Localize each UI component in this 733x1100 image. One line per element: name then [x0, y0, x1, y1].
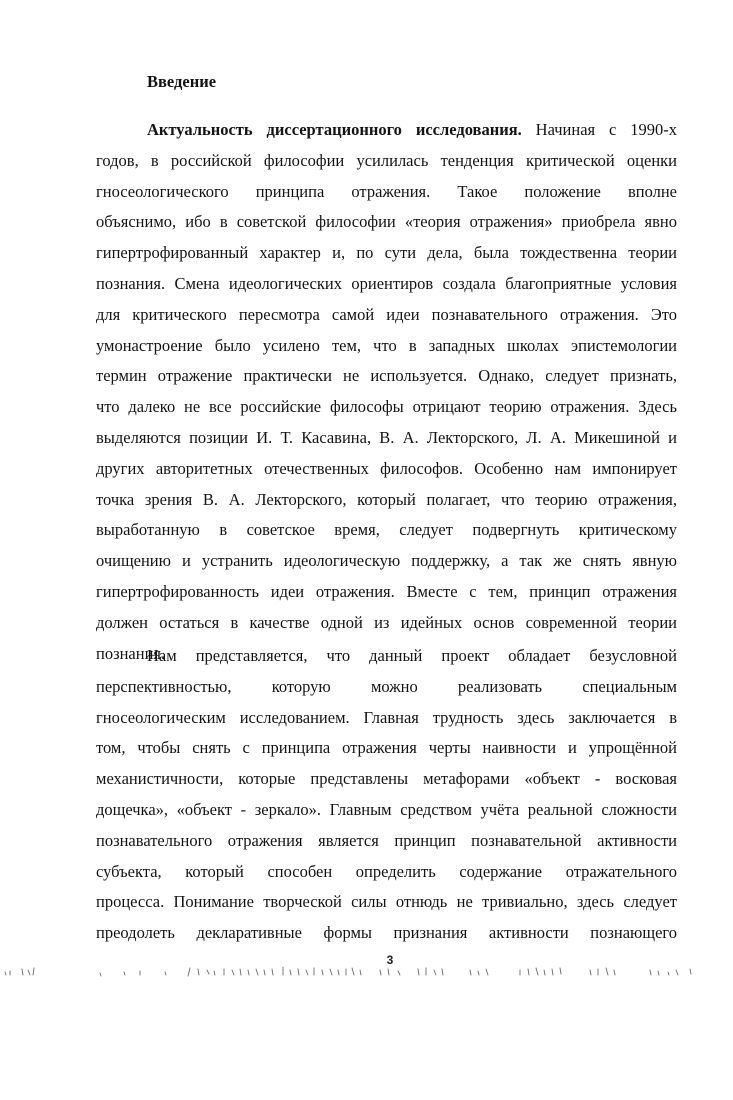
text-line: гипертрофированный характер и, по сути дела, была тождественна теории: [96, 243, 677, 263]
text-line: процесса. Понимание творческой силы отнюдь не тривиально, здесь следует: [96, 892, 677, 912]
scan-artifact-strip: [0, 960, 733, 990]
text-line: умонастроение было усилено тем, что в западных школах эпистемологии: [96, 335, 677, 355]
paragraph-relevance: [96, 115, 677, 669]
paragraph-first-line-text: Начиная с 1990-х: [521, 120, 677, 139]
section-heading: Введение: [147, 72, 217, 91]
text-line: годов, в российской философии усилилась тенденция критической оценки: [96, 150, 677, 170]
text-line: что далеко не все российские философы отрицают теорию отражения. Здесь: [96, 397, 677, 417]
text-line: выделяются позиции И. Т. Касавина, В. А. Лекторского, Л. А. Микешиной и: [96, 427, 677, 447]
text-line: перспективностью, которую можно реализовать специальным: [96, 676, 677, 696]
text-line: гносеологическим исследованием. Главная трудность здесь заключается в: [96, 707, 677, 727]
text-line: выработанную в советское время, следует подвергнуть критическому: [96, 520, 677, 540]
text-line: должен остаться в качестве одной из идейных основ современной теории: [96, 612, 677, 632]
text-line: очищению и устранить идеологическую поддержку, а так же снять явную: [96, 551, 677, 571]
text-line: точка зрения В. А. Лекторского, который полагает, что теорию отражения,: [96, 489, 677, 509]
paragraph-lead: Актуальность диссертационного исследования.: [147, 120, 522, 139]
text-line: познания. Смена идеологических ориентиров создала благоприятные условия: [96, 273, 677, 293]
text-line: преодолеть декларативные формы признания активности познающего: [96, 923, 677, 943]
text-line: том, чтобы снять с принципа отражения черты наивности и упрощённой: [96, 738, 677, 758]
paragraph-first-line: Нам представляется, что данный проект обладает безусловной: [147, 646, 677, 665]
text-line: термин отражение практически не используется. Однако, следует признать,: [96, 366, 677, 386]
page-number: 3: [386, 953, 394, 967]
text-line: дощечка», «объект - зеркало». Главным средством учёта реальной сложности: [96, 799, 677, 819]
text-line: объяснимо, ибо в советской философии «теория отражения» приобрела явно: [96, 212, 677, 232]
paragraph-first-line: [147, 115, 677, 146]
text-line: познавательного отражения является принцип познавательной активности: [96, 830, 677, 850]
text-line: механистичности, которые представлены метафорами «объект - восковая: [96, 769, 677, 789]
text-line: субъекта, который способен определить содержание отражательного: [96, 861, 677, 881]
text-line: гносеологического принципа отражения. Такое положение вполне: [96, 181, 677, 201]
text-line: гипертрофированность идеи отражения. Вместе с тем, принцип отражения: [96, 581, 677, 601]
text-line: других авторитетных отечественных философов. Особенно нам импонирует: [96, 458, 677, 478]
text-line: для критического пересмотра самой идеи познавательного отражения. Это: [96, 304, 677, 324]
text-line: познания.: [96, 643, 166, 663]
